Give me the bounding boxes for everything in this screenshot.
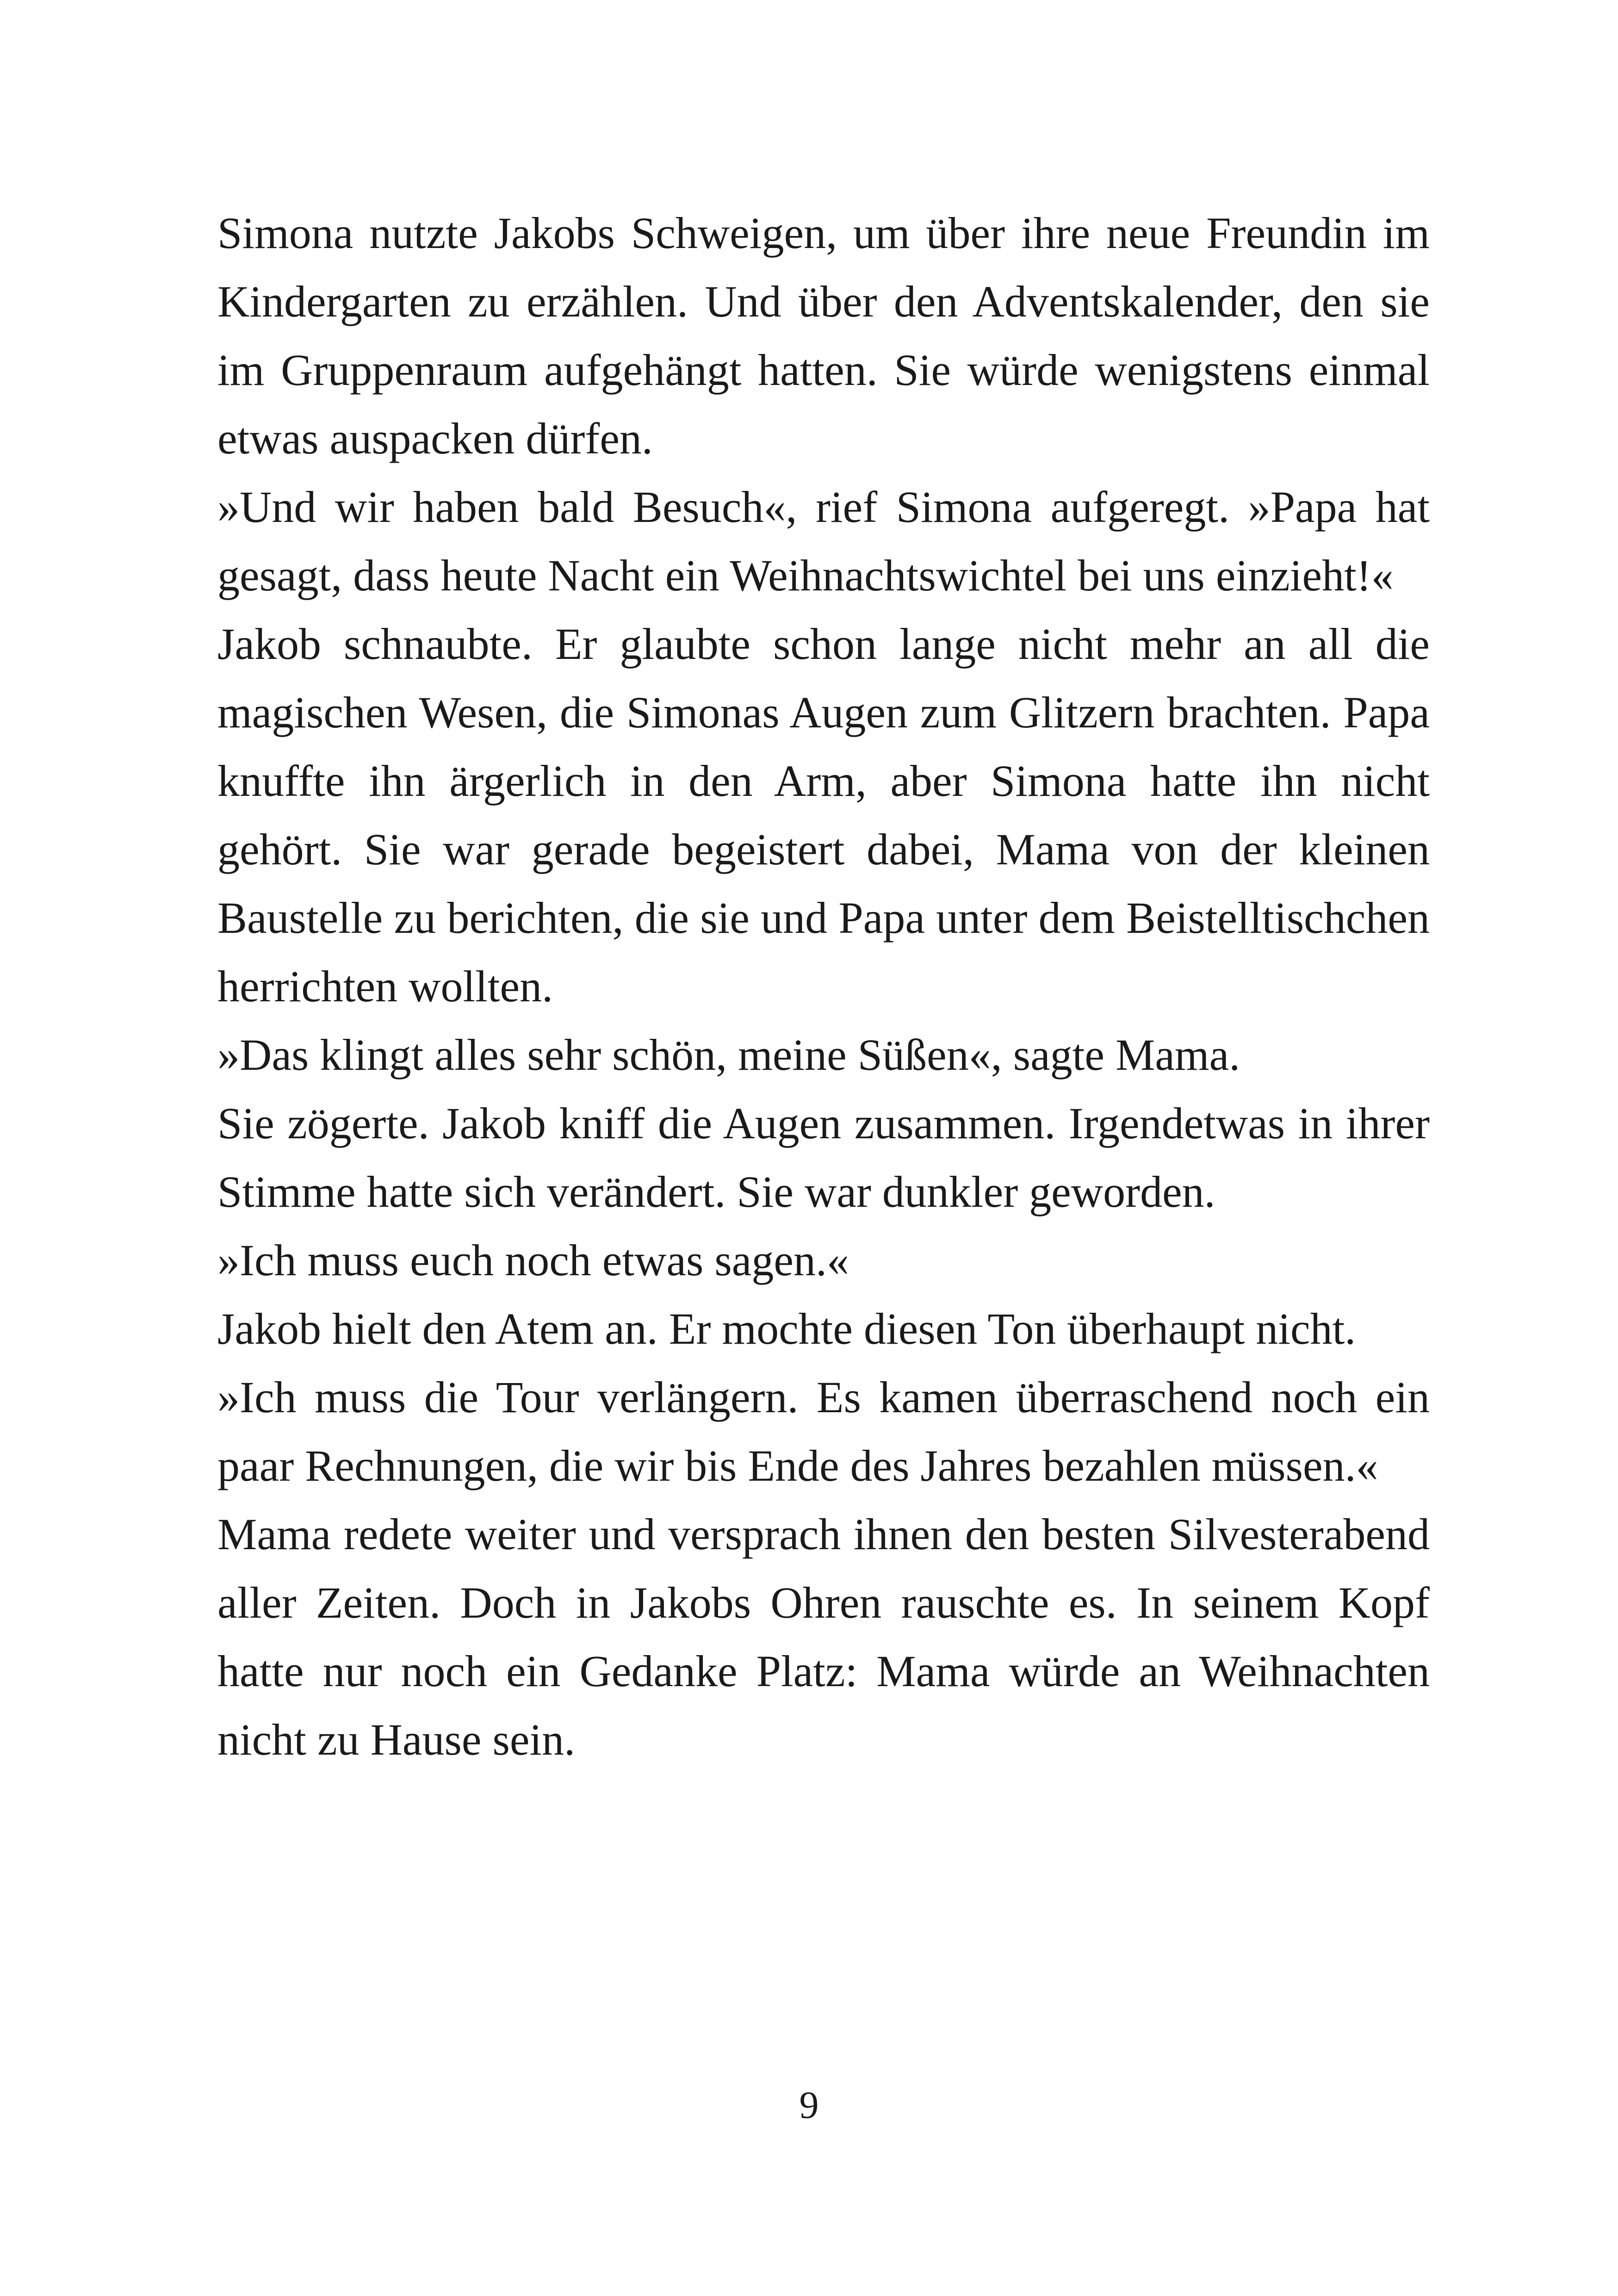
paragraph: Mama redete weiter und versprach ihnen den besten Silvesterabend aller Zeiten. Doch in Jakobs Ohren rauschte es. In seinem Kopf hatte nur noch ein Gedanke Platz: Mama würde an Weihnachten nicht zu Hause sein. [217, 1509, 1430, 1764]
paragraph: Jakob hielt den Atem an. Er mochte diesen Ton überhaupt nicht. [217, 1304, 1356, 1353]
paragraph: Jakob schnaubte. Er glaubte schon lange nicht mehr an all die magischen Wesen, die Simonas Augen zum Glitzern brachten. Papa knuffte ihn ärgerlich in den Arm, aber Simona hatte ihn nicht gehört. Sie war gerade begeistert dabei, Mama von der kleinen Baustelle zu berichten, die sie und Papa unter dem Beistelltischchen herrichten wollten. [217, 619, 1430, 1011]
page-number: 9 [799, 2084, 819, 2127]
paragraph: Simona nutzte Jakobs Schweigen, um über ihre neue Freundin im Kindergarten zu erzählen. Und über den Adventskalender, den sie im Gruppenraum aufgehängt hatten. Sie würde wenigstens einmal etwas auspacken dürfen. [217, 208, 1430, 463]
paragraph: »Ich muss euch noch etwas sagen.« [217, 1235, 849, 1285]
paragraph: »Und wir haben bald Besuch«, rief Simona aufgeregt. »Papa hat gesagt, dass heute Nacht ein Weihnachtswichtel bei uns einzieht!« [217, 482, 1430, 600]
paragraph: »Ich muss die Tour verlängern. Es kamen überraschend noch ein paar Rechnungen, die wir bis Ende des Jahres bezahlen müssen.« [217, 1372, 1430, 1490]
body-text [217, 199, 1430, 1774]
paragraph: Sie zögerte. Jakob kniff die Augen zusammen. Irgendetwas in ihrer Stimme hatte sich verändert. Sie war dunkler geworden. [217, 1098, 1430, 1216]
paragraph: »Das klingt alles sehr schön, meine Süßen«, sagte Mama. [217, 1030, 1240, 1080]
